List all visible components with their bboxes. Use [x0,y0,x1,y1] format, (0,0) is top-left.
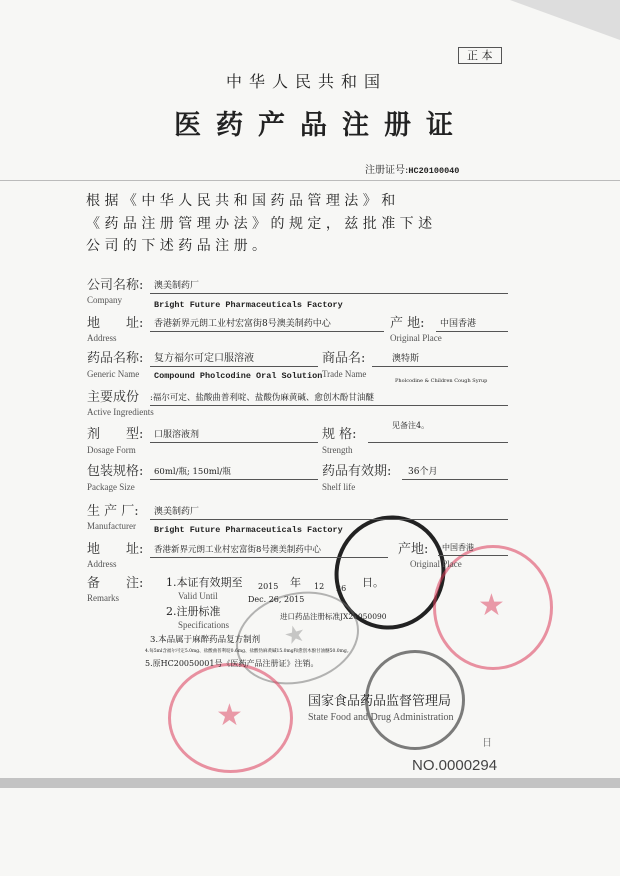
red-company-stamp-left [168,663,293,773]
manufacturer-address-label-en: Address [87,559,117,569]
remark-2-value: 进口药品注册标准JX20050090 [280,612,387,621]
dosage-form-value: 口服溶液剂 [154,430,200,440]
valid-date-en: Dec. 26, 2015 [248,595,305,604]
copy-label: 正 本 [458,47,502,64]
package-size-label-en: Package Size [87,482,135,492]
strength-label-en: Strength [322,445,353,455]
issue-day-label: 日 [482,738,492,749]
remark-1-en: Valid Until [178,591,218,601]
manufacturer-origin-label: 产地: [398,542,429,557]
generic-name-value: 复方福尔可定口服溶液 [154,353,254,364]
origin-label-en: Original Place [390,333,442,343]
manufacturer-origin-value: 中国香港 [442,543,474,552]
star-icon: ★ [478,588,505,623]
valid-day: 26 [336,584,347,593]
dosage-form-label: 剂 型: [87,427,144,442]
trade-name-label: 商品名: [322,351,366,366]
valid-year: 2015 [258,582,279,591]
remarks-label-en: Remarks [87,593,119,603]
trade-name-value: 澳特斯 [392,354,420,364]
remark-4: 4.每5ml含福尔可定5.0mg、盐酸曲普利啶0.6mg、盐酸伪麻黄碱15.0mg和愈创木酚甘油醚50.0mg。 [145,649,352,654]
scan-edge [0,778,620,788]
company-label-en: Company [87,295,122,305]
remark-2-en: Specifications [178,620,229,630]
manufacturer-origin-label-en: Original Place [410,559,462,569]
package-size-value: 60ml/瓶; 150ml/瓶 [154,467,231,477]
remark-5: 5.原HC20050001号《医药产品注册证》注销。 [145,659,319,668]
package-size-label: 包装规格: [87,464,144,479]
address-label-en: Address [87,333,117,343]
company-value-en: Bright Future Pharmaceuticals Factory [154,300,343,310]
generic-name-value-en: Compound Pholcodine Oral Solution [154,371,323,381]
valid-month: 12 [314,582,325,591]
preamble-line-2: 《 药 品 注 册 管 理 办 法 》 的 规 定 ， 兹 批 准 下 述 [86,216,433,232]
registration-number [365,165,459,177]
page-fold [510,0,620,40]
trade-name-value-en: Pholcodine & Children Cough Syrup [395,378,488,384]
ingredients-label-en: Active Ingredients [87,407,154,417]
shelf-life-label-en: Shelf life [322,482,356,492]
remark-2: 2.注册标准 [166,605,221,618]
certificate-title: 医药产品注册证 [174,110,468,141]
star-icon: ★ [216,698,243,733]
dosage-form-label-en: Dosage Form [87,445,136,455]
serial-number: NO.0000294 [412,757,498,774]
remarks-label: 备 注: [87,576,144,591]
reg-no-label: 注册证号: [365,165,409,176]
preamble-line-1: 根 据 《 中 华 人 民 共 和 国 药 品 管 理 法 》 和 [86,193,396,209]
company-value: 澳美制药厂 [154,281,200,291]
shelf-life-label: 药品有效期: [322,464,392,479]
manufacturer-address-value: 香港新界元朗工业村宏富街8号澳美制药中心 [154,545,321,555]
ingredients-value: :福尔可定、盐酸曲普利啶、盐酸伪麻黄碱、愈创木酚甘油醚 [150,393,374,403]
manufacturer-label-en: Manufacturer [87,521,136,531]
remark-1: 1.本证有效期至 [166,576,243,589]
manufacturer-label: 生 产 厂: [87,504,139,519]
strength-value: 见备注4。 [392,421,430,430]
address-label: 地 址: [87,316,144,331]
issuer-name-en: State Food and Drug Administration [308,712,454,723]
generic-name-label-en: Generic Name [87,369,140,379]
reg-no-value: HC20100040 [408,166,460,176]
shelf-life-value: 36个月 [408,467,438,477]
origin-label: 产 地: [390,316,425,331]
year-label: 年 [290,576,301,589]
ingredients-label: 主要成份 [87,390,140,405]
company-label: 公司名称: [87,278,144,293]
preamble-line-3: 公 司 的 下 述 药 品 注 册 。 [86,238,267,254]
remark-3: 3.本品属于麻醉药品复方制剂 [150,635,261,645]
manufacturer-address-label: 地 址: [87,542,144,557]
manufacturer-value-en: Bright Future Pharmaceuticals Factory [154,525,343,535]
origin-value: 中国香港 [440,319,477,329]
strength-label: 规 格: [322,427,357,442]
country-heading: 中华人民共和国 [226,72,388,91]
star-icon: ★ [280,618,309,651]
address-value: 香港新界元朗工业村宏富街8号澳美制药中心 [154,319,331,329]
issuer-name: 国家食品药品监督管理局 [308,694,452,709]
trade-name-label-en: Trade Name [322,369,367,379]
day-label: 日。 [362,576,384,589]
manufacturer-value: 澳美制药厂 [154,507,200,517]
generic-name-label: 药品名称: [87,351,144,366]
